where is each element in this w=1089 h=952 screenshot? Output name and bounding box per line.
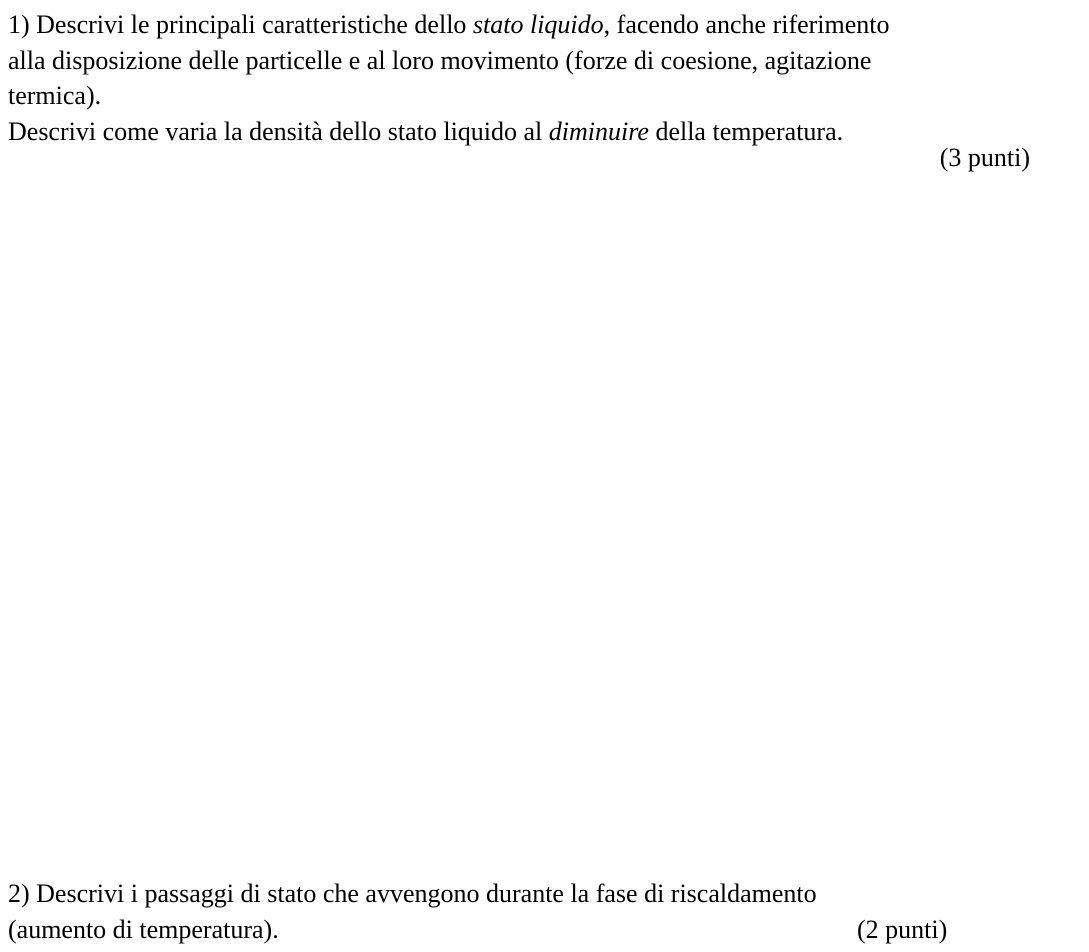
question-1 xyxy=(8,7,1048,149)
question-1-line-2: alla disposizione delle particelle e al loro movimento (forze di coesione, agitazione xyxy=(8,45,872,75)
question-1-line-3: termica). xyxy=(8,81,102,110)
italic-term-stato-liquido: stato liquido xyxy=(472,10,604,39)
question-1-line-4-text-end: della temperatura. xyxy=(648,116,844,146)
question-1-points: (3 punti) xyxy=(939,143,1030,172)
question-2-points: (2 punti) xyxy=(857,914,948,944)
question-2 xyxy=(8,876,1068,947)
question-1-line-1 xyxy=(8,7,1048,43)
question-1-line-1-text-end: , facendo anche riferimento xyxy=(603,10,890,39)
question-2-line-1: 2) Descrivi i passaggi di stato che avvengono durante la fase di riscaldamento xyxy=(8,879,817,908)
question-1-line-1-text: 1) Descrivi le principali caratteristiche dello xyxy=(8,10,473,39)
question-2-line-2: (aumento di temperatura). xyxy=(8,914,279,944)
question-1-line-4-text: Descrivi come varia la densità dello stato liquido al xyxy=(8,116,549,146)
italic-term-diminuire: diminuire xyxy=(548,116,649,146)
